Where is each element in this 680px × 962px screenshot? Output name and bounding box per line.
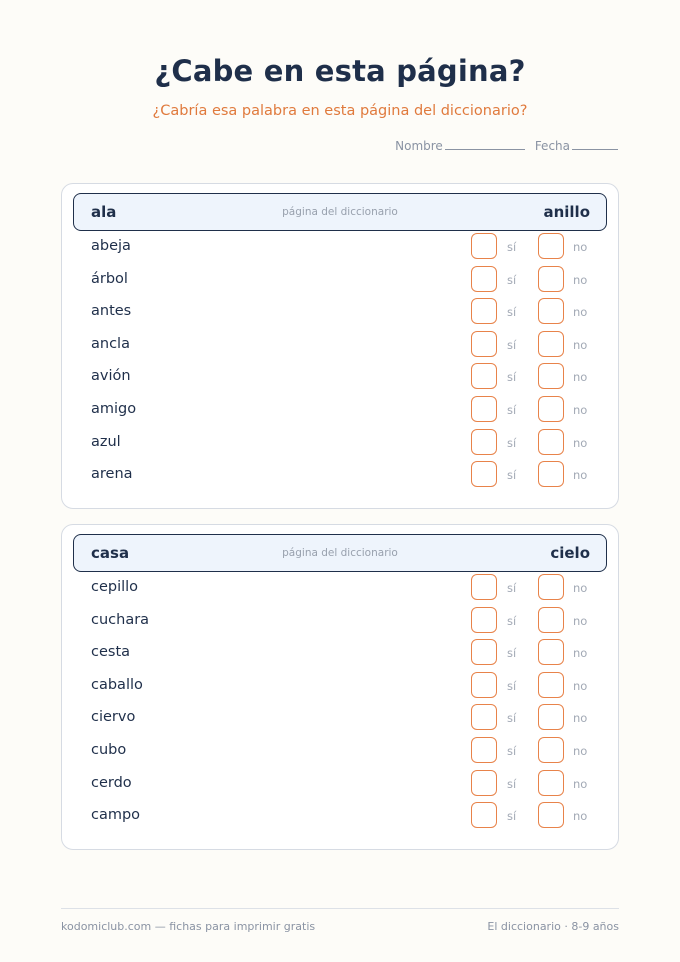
no-label: no xyxy=(573,646,588,661)
no-checkbox[interactable] xyxy=(538,574,564,600)
yes-checkbox[interactable] xyxy=(471,704,497,730)
footer-divider xyxy=(61,908,619,909)
no-label: no xyxy=(573,468,588,483)
page-subtitle: ¿Cabría esa palabra en esta página del diccionario? xyxy=(152,103,528,119)
word-label: cubo xyxy=(91,742,127,758)
name-date-fields xyxy=(395,139,618,153)
word-label: azul xyxy=(91,433,121,450)
section-card-1 xyxy=(61,183,619,509)
word-row xyxy=(62,573,620,603)
name-line xyxy=(445,149,525,150)
word-row xyxy=(62,395,620,425)
word-row xyxy=(62,297,620,327)
no-label: no xyxy=(573,240,588,254)
word-row xyxy=(62,703,620,733)
word-row xyxy=(62,362,620,392)
no-label: no xyxy=(573,711,588,726)
word-label: campo xyxy=(91,807,141,824)
guide-middle-label: página del diccionario xyxy=(282,547,398,559)
word-label: cepillo xyxy=(91,579,139,595)
no-checkbox[interactable] xyxy=(538,461,564,487)
no-label: no xyxy=(573,744,588,758)
no-label: no xyxy=(573,403,588,417)
guide-word-left: casa xyxy=(91,544,130,562)
yes-label: sí xyxy=(507,776,517,791)
word-label: avión xyxy=(91,368,131,385)
yes-label: sí xyxy=(507,711,517,726)
name-label: Nombre xyxy=(395,139,443,153)
yes-label: sí xyxy=(507,744,517,758)
yes-checkbox[interactable] xyxy=(471,266,497,292)
yes-checkbox[interactable] xyxy=(471,802,497,828)
word-row xyxy=(62,330,620,360)
word-label: arena xyxy=(91,466,133,483)
yes-checkbox[interactable] xyxy=(471,331,497,357)
word-row xyxy=(62,606,620,636)
guide-words-bar xyxy=(73,534,607,572)
no-checkbox[interactable] xyxy=(538,233,564,259)
word-row xyxy=(62,736,620,766)
no-checkbox[interactable] xyxy=(538,770,564,796)
word-row xyxy=(62,232,620,262)
no-checkbox[interactable] xyxy=(538,607,564,633)
no-label: no xyxy=(573,305,588,320)
yes-label: sí xyxy=(507,240,517,254)
yes-checkbox[interactable] xyxy=(471,233,497,259)
yes-checkbox[interactable] xyxy=(471,363,497,389)
word-row xyxy=(62,460,620,490)
yes-checkbox[interactable] xyxy=(471,639,497,665)
yes-label: sí xyxy=(507,305,517,320)
yes-label: sí xyxy=(507,678,517,693)
word-label: caballo xyxy=(91,676,143,693)
yes-checkbox[interactable] xyxy=(471,737,497,763)
date-field[interactable] xyxy=(535,139,618,153)
guide-word-left: ala xyxy=(91,203,117,221)
word-row xyxy=(62,769,620,799)
guide-word-right: anillo xyxy=(543,203,590,221)
yes-checkbox[interactable] xyxy=(471,429,497,455)
no-checkbox[interactable] xyxy=(538,396,564,422)
yes-label: sí xyxy=(507,613,517,628)
no-label: no xyxy=(573,613,588,628)
word-label: árbol xyxy=(91,270,128,287)
yes-label: sí xyxy=(507,581,517,595)
date-label: Fecha xyxy=(534,139,570,153)
guide-words-bar xyxy=(73,193,607,231)
yes-label: sí xyxy=(507,646,517,661)
yes-checkbox[interactable] xyxy=(471,607,497,633)
yes-checkbox[interactable] xyxy=(471,770,497,796)
no-label: no xyxy=(573,337,588,352)
word-row xyxy=(62,801,620,831)
word-label: cuchara xyxy=(91,611,150,628)
yes-checkbox[interactable] xyxy=(471,574,497,600)
no-label: no xyxy=(573,272,588,287)
no-checkbox[interactable] xyxy=(538,802,564,828)
name-field[interactable] xyxy=(395,139,525,153)
yes-label: sí xyxy=(507,468,517,483)
no-checkbox[interactable] xyxy=(538,672,564,698)
yes-checkbox[interactable] xyxy=(471,396,497,422)
date-line xyxy=(572,149,618,150)
yes-checkbox[interactable] xyxy=(471,672,497,698)
word-label: abeja xyxy=(91,238,131,254)
no-label: no xyxy=(573,678,588,693)
section-card-2 xyxy=(61,524,619,850)
no-checkbox[interactable] xyxy=(538,331,564,357)
no-checkbox[interactable] xyxy=(538,429,564,455)
no-checkbox[interactable] xyxy=(538,266,564,292)
word-label: cesta xyxy=(91,644,131,661)
yes-label: sí xyxy=(507,809,517,824)
page-title: ¿Cabe en esta página? xyxy=(154,54,526,88)
yes-label: sí xyxy=(507,370,517,385)
no-checkbox[interactable] xyxy=(538,363,564,389)
word-row xyxy=(62,671,620,701)
footer-topic: El diccionario · 8-9 años xyxy=(487,920,619,933)
word-label: amigo xyxy=(91,401,137,417)
no-checkbox[interactable] xyxy=(538,737,564,763)
yes-label: sí xyxy=(507,337,517,352)
word-label: cerdo xyxy=(91,774,132,791)
word-label: ciervo xyxy=(91,709,136,726)
word-label: ancla xyxy=(91,335,130,352)
guide-word-right: cielo xyxy=(550,544,590,562)
word-row xyxy=(62,638,620,668)
no-checkbox[interactable] xyxy=(538,298,564,324)
yes-label: sí xyxy=(507,272,517,287)
no-checkbox[interactable] xyxy=(538,704,564,730)
yes-checkbox[interactable] xyxy=(471,298,497,324)
guide-middle-label: página del diccionario xyxy=(282,206,398,218)
word-label: antes xyxy=(91,303,132,320)
yes-label: sí xyxy=(507,403,517,417)
no-label: no xyxy=(573,809,588,824)
yes-label: sí xyxy=(507,435,517,450)
word-row xyxy=(62,265,620,295)
no-label: no xyxy=(573,581,588,595)
yes-checkbox[interactable] xyxy=(471,461,497,487)
footer-site: kodomiclub.com — fichas para imprimir gratis xyxy=(61,920,316,933)
no-checkbox[interactable] xyxy=(538,639,564,665)
no-label: no xyxy=(573,435,588,450)
no-label: no xyxy=(573,776,588,791)
no-label: no xyxy=(573,370,588,385)
word-row xyxy=(62,428,620,458)
